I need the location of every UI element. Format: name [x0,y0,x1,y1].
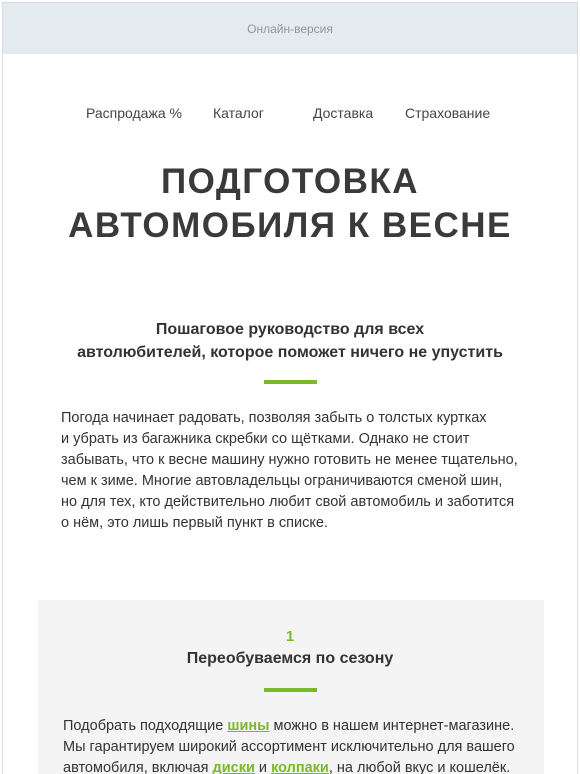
intro-paragraph [61,408,521,534]
step-paragraph [63,716,523,774]
subtitle-line-1: Пошаговое руководство для всех [155,321,425,338]
step-text: автомобиля, включая [63,760,213,774]
topbar [2,2,578,54]
step-divider [264,688,317,692]
step-text: , на любой вкус и кошелёк. [328,760,511,774]
step-line-2: Мы гарантируем широкий ассортимент исключительно для вашего [63,739,515,755]
step-text: и [254,760,272,774]
intro-line: забывать, что к весне машину нужно готовить не менее тщательно, [61,452,518,468]
online-version-link[interactable]: Онлайн-версия [247,21,333,36]
tires-link[interactable]: шины [227,718,270,734]
step-line-1 [63,716,523,737]
intro-line: и убрать из багажника скребки со щётками. Однако не стоит [61,431,470,447]
intro-line: Погода начинает радовать, позволяя забыть о толстых куртках [61,410,487,426]
page-subtitle [40,318,540,364]
step-number: 1 [285,628,295,645]
step-text: можно в нашем интернет-магазине. [269,718,515,734]
page-title [0,160,580,248]
page-title-line-2: АВТОМОБИЛЯ К ВЕСНЕ [68,206,512,245]
accent-divider [264,380,317,384]
main-nav [0,105,580,123]
nav-item-insurance[interactable]: Страхование [405,105,491,121]
intro-line: но для тех, кто действительно любит свой автомобиль и заботится [61,494,515,510]
step-text: Подобрать подходящие [63,718,228,734]
nav-item-catalog[interactable]: Каталог [213,105,264,121]
intro-line: чем к зиме. Многие автовладельцы ограничиваются сменой шин, [61,473,503,489]
subtitle-line-2: автолюбителей, которое поможет ничего не упустить [77,344,503,361]
intro-line: о нём, это лишь первый пункт в списке. [61,515,328,531]
rims-link[interactable]: диски [212,760,255,774]
step-line-3 [63,758,523,774]
page-title-line-1: ПОДГОТОВКА [160,162,420,201]
nav-item-delivery[interactable]: Доставка [313,105,374,121]
nav-item-sale[interactable]: Распродажа % [86,105,182,121]
hubcaps-link[interactable]: колпаки [271,760,329,774]
step-title: Переобуваемся по сезону [186,650,394,667]
